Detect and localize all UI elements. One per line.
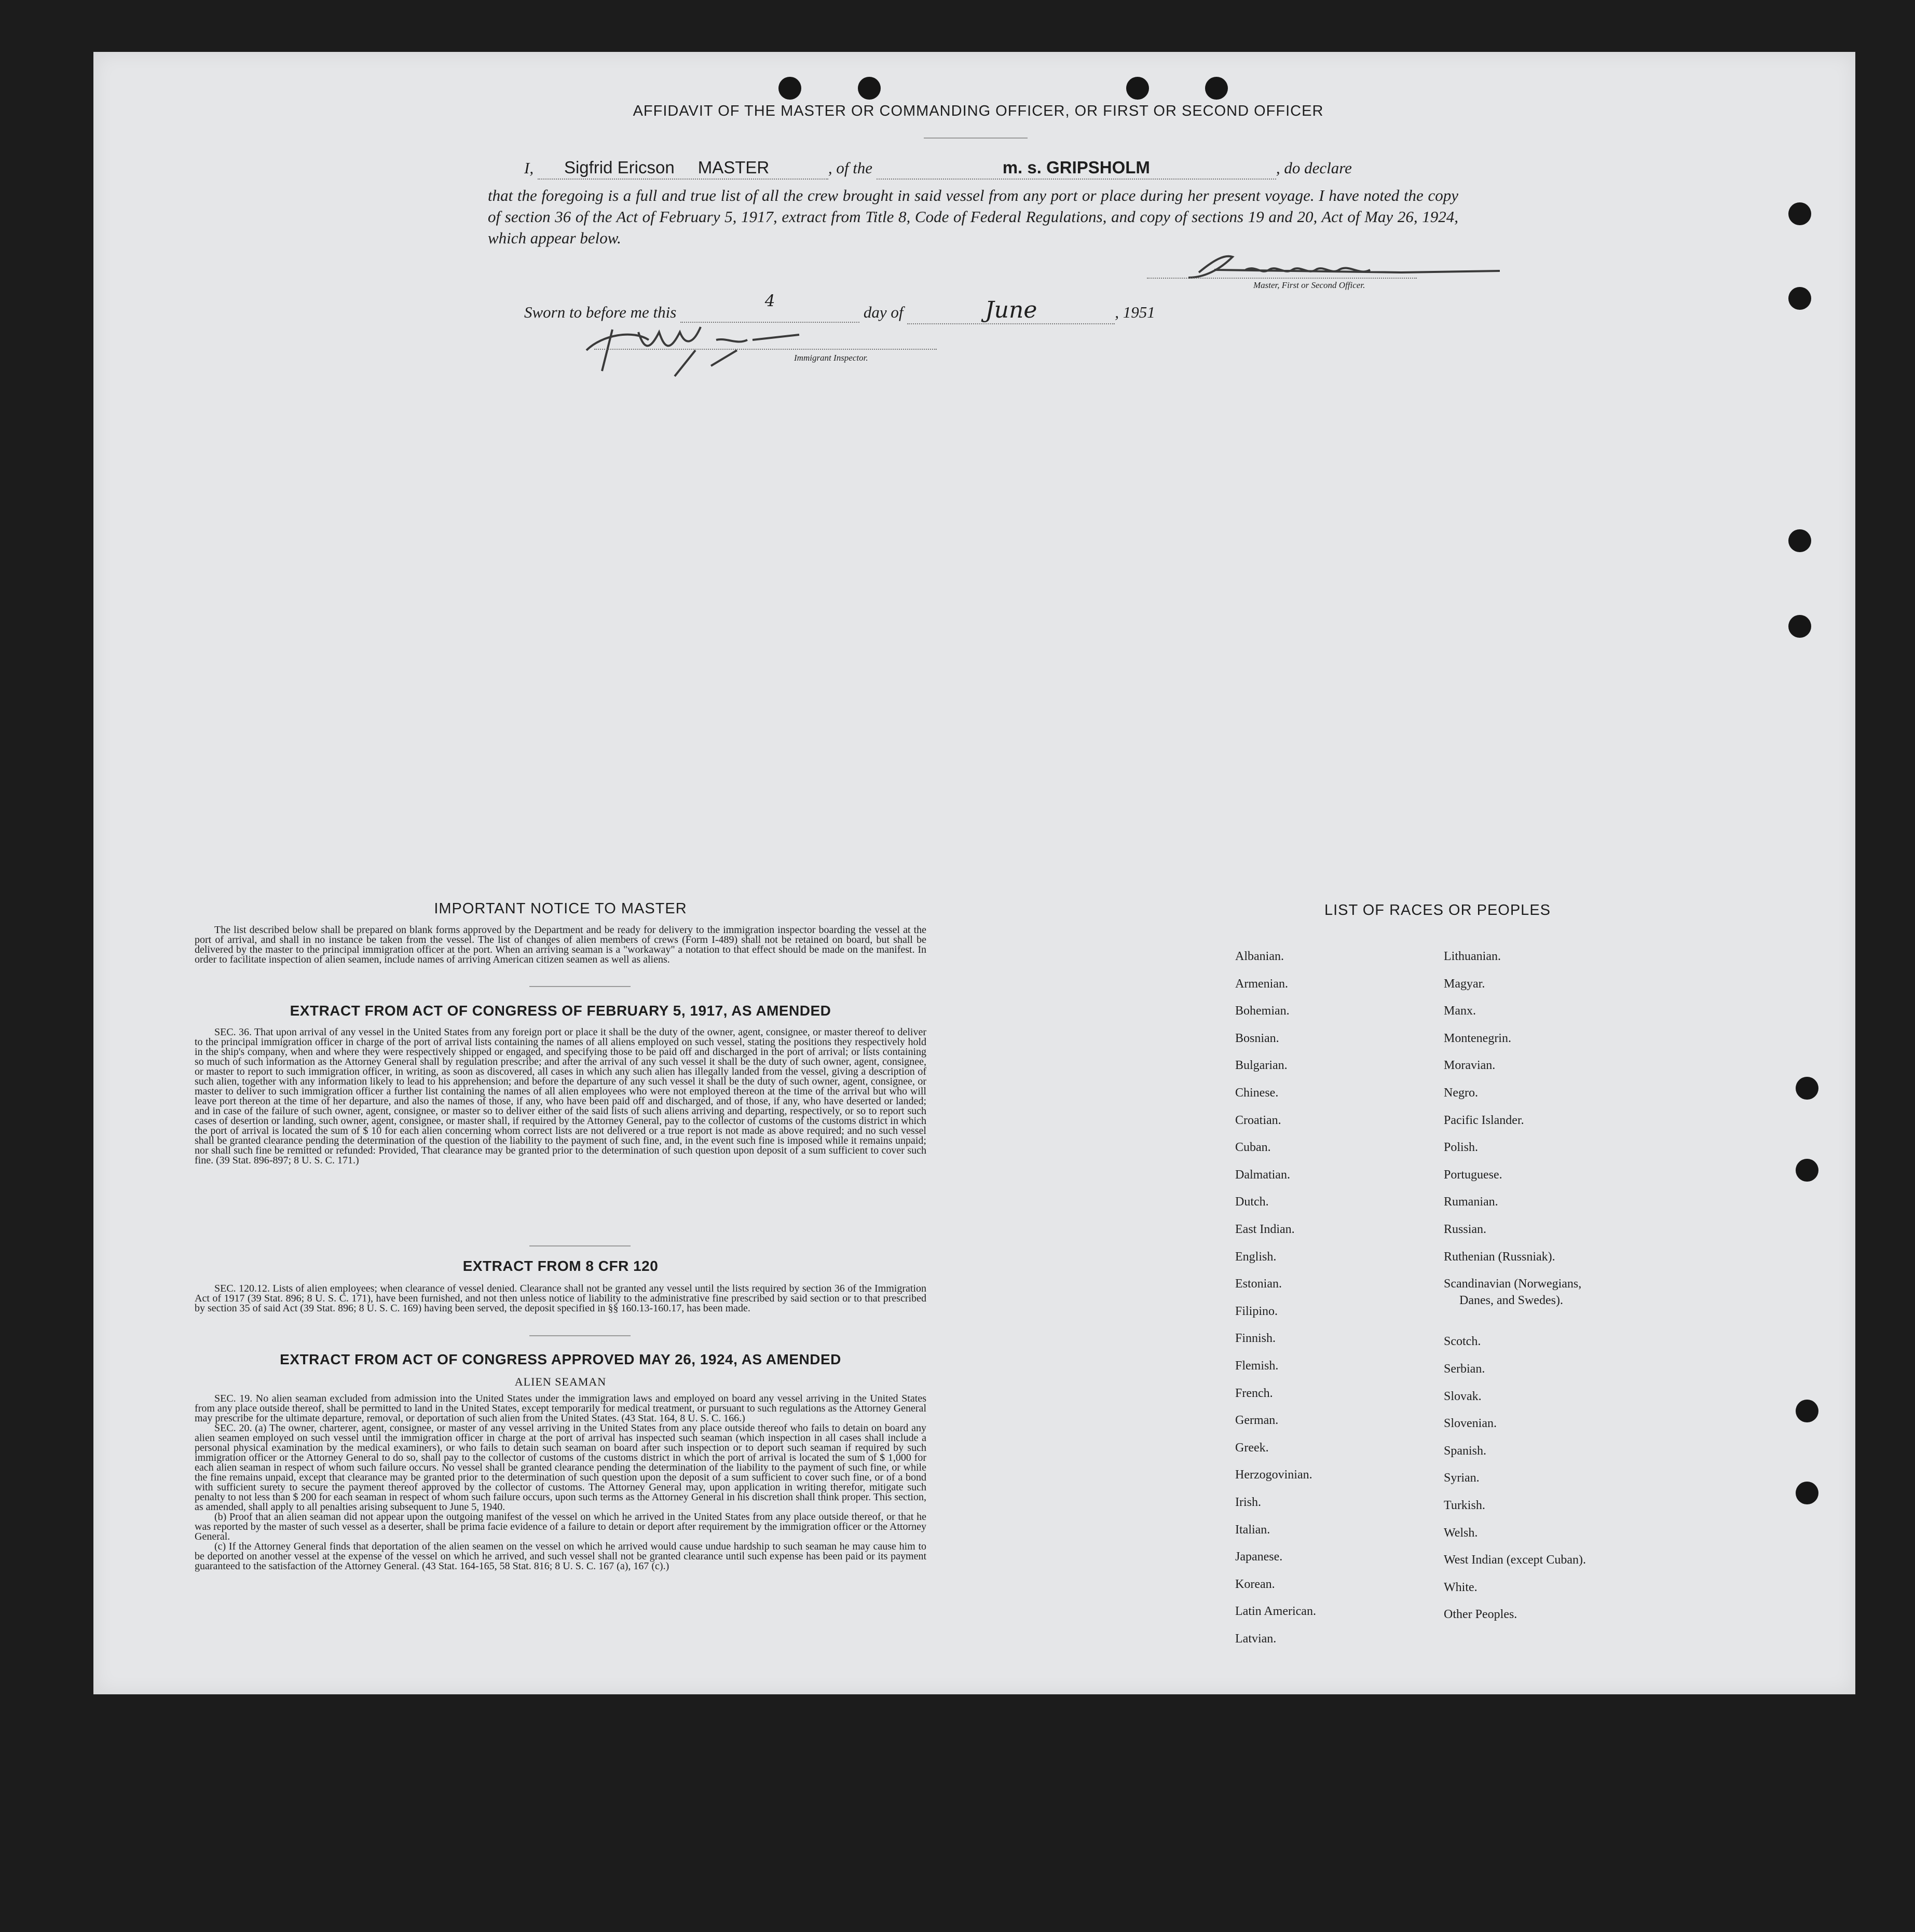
race-item: Herzogovinian. [1235,1468,1312,1482]
sworn-prefix: Sworn to before me this [524,303,677,321]
affidavit-heading: AFFIDAVIT OF THE MASTER OR COMMANDING OFFICER, OR FIRST OR SECOND OFFICER [633,103,1324,119]
race-item: Latin American. [1235,1605,1316,1619]
race-item: Bohemian. [1235,1004,1290,1018]
race-item: Chinese. [1235,1086,1279,1100]
extract-1917-heading: EXTRACT FROM ACT OF CONGRESS OF FEBRUARY 5, 1917, AS AMENDED [290,1003,831,1019]
punch-hole [1788,202,1811,225]
extract-cfr-text [195,1284,926,1313]
inspector-caption: Immigrant Inspector. [794,353,868,363]
extract-1924-heading: EXTRACT FROM ACT OF CONGRESS APPROVED MAY 26, 1924, AS AMENDED [280,1351,841,1367]
race-item: East Indian. [1235,1223,1295,1236]
race-item: Spanish. [1444,1444,1487,1458]
signature-caption: Master, First or Second Officer. [1253,280,1365,290]
extract-1924-text [195,1394,926,1571]
year-prefix: , 19 [1115,303,1139,321]
race-item: Lithuanian. [1444,950,1501,963]
race-item: Estonian. [1235,1277,1282,1291]
section-19-paragraph: SEC. 19. No alien seaman excluded from admission into the United States under the immigration laws and employed on board any vessel arriving in the United States from any place outside thereof, shall be permitted to land in the United States, except temporarily for medical treatment, or pursuant to such regulations as the Attorney General may prescribe for the ultimate departure, removal, or deportation of such alien from the United States. (43 Stat. 164, 8 U. S. C. 166.) [195,1393,926,1424]
race-item: Negro. [1444,1086,1478,1100]
day-value: 4 [764,292,775,310]
officer-rank-field: MASTER [697,158,770,177]
notice-heading: IMPORTANT NOTICE TO MASTER [434,900,687,917]
section-divider [529,986,631,987]
race-item: Flemish. [1235,1359,1279,1373]
month-value: June [985,297,1037,323]
race-item: Bulgarian. [1235,1059,1288,1073]
race-item: Other Peoples. [1444,1608,1517,1622]
affidavit-declaration-line [488,157,1458,180]
race-item: German. [1235,1414,1279,1428]
race-item: Polish. [1444,1141,1479,1155]
section-20a-paragraph: SEC. 20. (a) The owner, charterer, agent, consignee, or master of any vessel arriving in the United States from any place outside thereof who fails to detain on board any alien seamen employed on such vessel until the immigration officer in charge at the port of arrival has inspected such seaman (which inspection in all cases shall include a personal physical examination by the medical examiners), or who fails to detain such seaman on board after such inspection or to deport such seaman if required by such immigration officer or the Attorney General to do so, shall pay to the collector of customs of the customs district in which the port of arrival is located the sum of $ 1,000 for each alien seaman in respect of whom such failure occurs. No vessel shall be granted clearance pending the determination of the liability to the payment of such fine, or while the fine remains unpaid, except that clearance may be granted prior to the determination of such question upon the deposit of a sum sufficient to cover such fine, or of a bond with sufficient surety to secure the payment thereof approved by the collector of customs. The Attorney General may, upon application in writing therefor, mitigate such penalty to not less than $ 200 for each seaman in respect of whom such failure occurs, upon such terms as the Attorney General in his discretion shall think proper. This section, as amended, shall apply to all penalties arising subsequent to June 5, 1940. [195,1422,926,1513]
race-item: Croatian. [1235,1113,1281,1127]
officer-name-field: Sigfrid Ericson [564,158,675,177]
punch-hole [1796,1159,1818,1182]
race-item: Danes, and Swedes). [1459,1294,1563,1308]
do-declare-label: , do declare [1276,159,1352,177]
vessel-name-field: m. s. GRIPSHOLM [1002,158,1150,177]
punch-hole [1796,1482,1818,1504]
year-suffix: 51 [1139,303,1155,321]
race-item: French. [1235,1386,1273,1400]
signature-line [1147,278,1417,279]
race-item: Slovenian. [1444,1417,1497,1431]
race-item: Portuguese. [1444,1168,1502,1182]
notice-paragraph: The list described below shall be prepared on blank forms approved by the Department and be ready for delivery to the immigration inspector boarding the vessel at the port of arrival, and shall in no instance be taken from the vessel. The list of changes of alien members of crews (Form I-489) shall not be retained on board, but shall be delivered by the master to the principal immigration officer at the port. When an arriving seaman is a "workaway" a notation to that effect should be made on the manifest. In order to facilitate inspection of alien seamen, include names of arriving American citizen seamen as well as aliens. [195,924,926,965]
punch-hole [1796,1077,1818,1100]
race-item: Albanian. [1235,950,1284,963]
race-item: Dutch. [1235,1195,1269,1209]
race-item: Italian. [1235,1523,1270,1537]
race-item: Irish. [1235,1496,1261,1509]
race-item: Pacific Islander. [1444,1113,1524,1127]
race-item: Syrian. [1444,1471,1480,1485]
race-item: Finnish. [1235,1332,1276,1346]
race-item: Greek. [1235,1441,1269,1455]
race-item: English. [1235,1250,1277,1264]
heading-divider [924,138,1028,139]
punch-hole [778,77,801,100]
race-item: Russian. [1444,1223,1487,1236]
race-item: Montenegrin. [1444,1031,1511,1045]
race-item: Korean. [1235,1577,1275,1591]
declaration-prefix: I, [524,159,534,177]
section-divider [529,1245,631,1246]
race-item: Bosnian. [1235,1031,1279,1045]
race-item: Cuban. [1235,1141,1271,1155]
day-of-label: day of [863,303,904,321]
race-item: Ruthenian (Russniak). [1444,1250,1555,1264]
punch-hole [1126,77,1149,100]
punch-hole [1788,615,1811,638]
affidavit-body: that the foregoing is a full and true list of all the crew brought in said vessel from any port or place during her present voyage. I have noted the copy of section 36 of the Act of February 5, 1917, extract from Title 8, Code of Federal Regulations, and copy of sections 19 and 20, Act of May 26, 1924, which appear below. [488,186,1458,247]
alien-seaman-subheading: ALIEN SEAMAN [514,1375,607,1388]
race-item: West Indian (except Cuban). [1444,1553,1586,1567]
section-20c-paragraph: (c) If the Attorney General finds that deportation of the alien seamen on the vessel on which he arrived would cause undue hardship to such seaman he may cause him to be deported on another vessel at the expense of the vessel on which he arrived, and such vessel shall not be granted clearance until such expense has been paid or its payment guaranteed to the satisfaction of the Attorney General. (43 Stat. 164-165, 58 Stat. 816; 8 U. S. C. 167 (a), 167 (c).) [195,1541,926,1572]
race-item: Manx. [1444,1004,1476,1018]
race-item: Welsh. [1444,1526,1478,1540]
race-item: Japanese. [1235,1550,1283,1564]
race-item: Latvian. [1235,1632,1277,1646]
race-item: Slovak. [1444,1389,1482,1403]
race-item: Moravian. [1444,1059,1496,1073]
race-item: Armenian. [1235,977,1288,991]
section-120-paragraph: SEC. 120.12. Lists of alien employees; when clearance of vessel denied. Clearance shall not be granted any vessel until the lists required by section 36 of the Immigration Act of 1917 (39 Stat. 896; 8 U. S. C. 171), have been furnished, and not then unless notice of liability to the administrative fine prescribed by said section or to that prescribed by section 35 of said Act (39 Stat. 896; 8 U. S. C. 169) having been served, the deposit specified in §§ 160.13-160.17, has been made. [195,1283,926,1314]
of-the-label: , of the [828,159,873,177]
section-36-paragraph: SEC. 36. That upon arrival of any vessel in the United States from any foreign port or place it shall be the duty of the owner, agent, consignee, or master thereof to deliver to the principal immigration officer in charge of the port of arrival lists containing the names of all aliens employed on such vessel, stating the positions they respectively hold in the ship's company, when and where they were respectively shipped or engaged, and specifying those to be paid off and discharged in the port of arrival; or lists containing so much of such information as the Attorney General shall by regulation prescribe; and after the arrival of any such vessel it shall be the duty of such owner, agent, consignee, or master to report to such immigration officer, in writing, as soon as discovered, all cases in which any such alien has illegally landed from the vessel, giving a description of such alien, together with any information likely to lead to his apprehension; and before the departure of any such vessel it shall be the duty of such owner, agent, consignee, or master to deliver to such immigration officer a further list containing the names of all alien employees who were not employed thereon at the time of the arrival but who will leave port thereon at the time of her departure, and also the names of those, if any, who have been paid off and discharged, and of those, if any, who have deserted or landed; and in case of the failure of such owner, agent, consignee, or master so to deliver either of the said lists of such aliens arriving and departing, respectively, or so to report such cases of desertion or landing, such owner, agent, consignee, or master shall, if required by the Attorney General, pay to the collector of customs of the customs district in which the port of arrival is located the sum of $ 10 for each alien concerning whom correct lists are not delivered or a true report is not made as above required; and no such vessel shall be granted clearance pending the determination of the question of the liability to the payment of such fine, and, in the event such fine is imposed while it remains unpaid; nor shall such fine be remitted or refunded: Provided, That clearance may be granted prior to the determination of such question upon deposit of a sum sufficient to cover such fine. (39 Stat. 896-897; 8 U. S. C. 171.) [195,1026,926,1166]
race-item: Rumanian. [1444,1195,1498,1209]
punch-hole [1788,529,1811,552]
inspector-line [594,349,937,350]
section-20b-paragraph: (b) Proof that an alien seaman did not appear upon the outgoing manifest of the vessel on which he arrived in the United States from any place outside thereof, or that he was reported by the master of such vessel as a deserter, shall be prima facie evidence of a failure to detain or deport after requirement by the immigration officer or the Attorney General. [195,1511,926,1542]
extract-cfr-heading: EXTRACT FROM 8 CFR 120 [462,1258,659,1274]
race-item: Scandinavian (Norwegians, [1444,1277,1582,1291]
punch-hole [858,77,881,100]
race-item: Turkish. [1444,1499,1485,1512]
race-item: Magyar. [1444,977,1485,991]
race-item: Dalmatian. [1235,1168,1290,1182]
race-item: Scotch. [1444,1335,1481,1349]
notice-text [195,925,926,965]
punch-hole [1205,77,1228,100]
race-item: Serbian. [1444,1362,1485,1376]
punch-hole [1788,287,1811,310]
race-item: Filipino. [1235,1304,1278,1318]
races-heading: LIST OF RACES OR PEOPLES [1324,902,1551,919]
section-divider [529,1335,631,1336]
race-item: White. [1444,1580,1478,1594]
punch-hole [1796,1400,1818,1422]
extract-1917-text [195,1027,926,1166]
